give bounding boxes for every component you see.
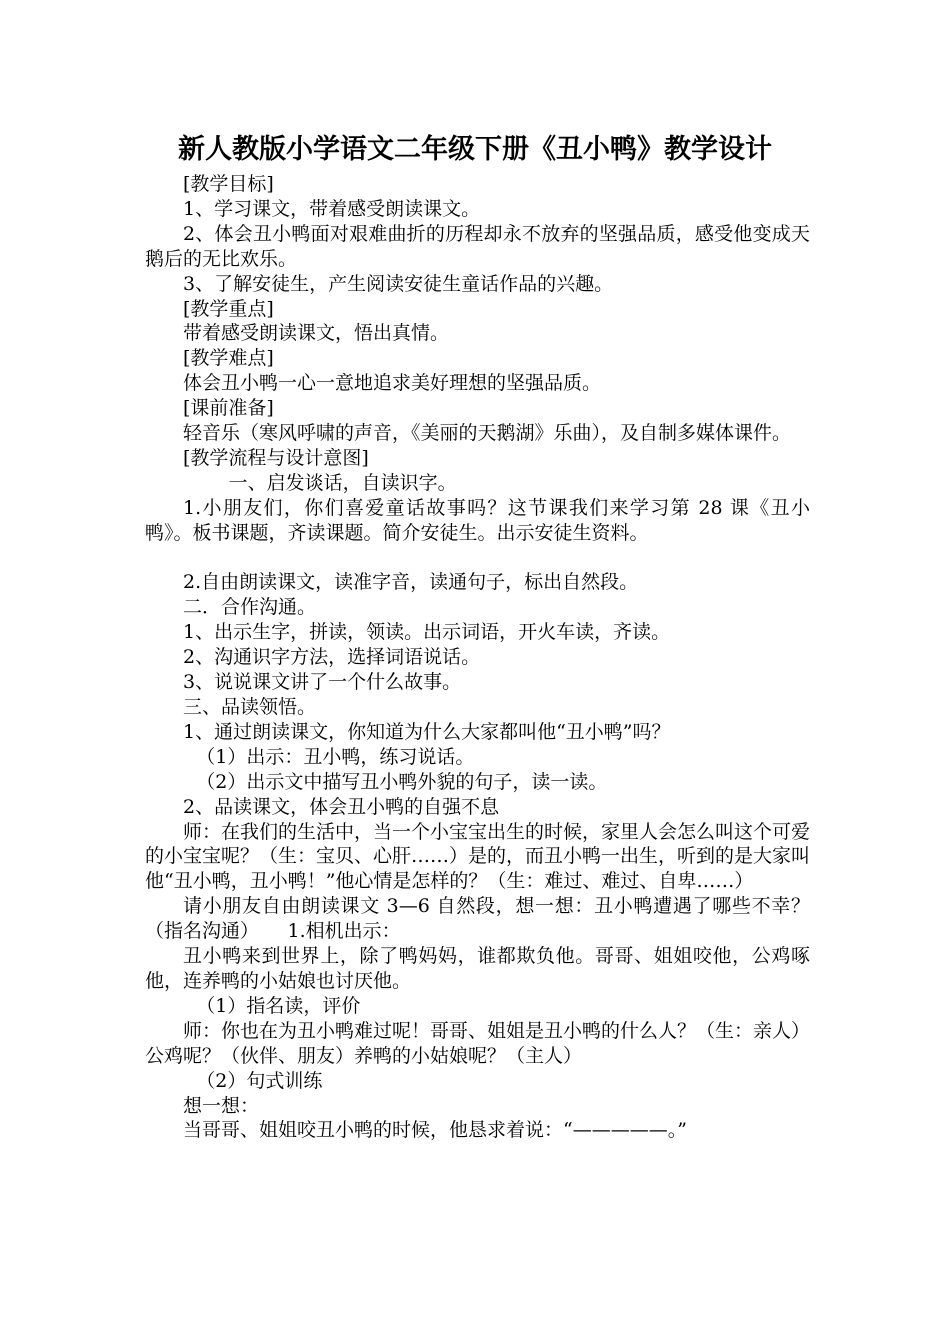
paragraph: 2、沟通识字方法，选择词语说话。 bbox=[183, 646, 481, 669]
paragraph: 想一想： bbox=[183, 1094, 260, 1117]
document-body bbox=[145, 172, 810, 1143]
paragraph: （1）指名读，评价 bbox=[196, 994, 361, 1017]
blank-line bbox=[145, 546, 810, 571]
paragraph: 3、说说课文讲了一个什么故事。 bbox=[183, 671, 462, 694]
paragraph: 师：你也在为丑小鸭难过呢！哥哥、姐姐是丑小鸭的什么人？（生：亲人）公鸡呢？（伙伴、朋友）养鸭的小姑娘呢？（主人） bbox=[145, 1019, 811, 1067]
paragraph: 1、出示生字，拼读，领读。出示词语，开火车读，齐读。 bbox=[183, 621, 671, 644]
paragraph: 1、通过朗读课文，你知道为什么大家都叫他“丑小鸭”吗？ bbox=[183, 720, 671, 743]
paragraph: 2、品读课文，体会丑小鸭的自强不息 bbox=[183, 795, 500, 818]
paragraph: 师：在我们的生活中，当一个小宝宝出生的时候，家里人会怎么叫这个可爱的小宝宝呢？（生：宝贝、心肝……）是的，而丑小鸭一出生，听到的是大家叫他“丑小鸭，丑小鸭！”他心情是怎样的？（生：难过、难过、自卑……） bbox=[145, 820, 811, 893]
document-title: 新人教版小学语文二年级下册《丑小鸭》教学设计 bbox=[178, 134, 772, 165]
paragraph: 2.自由朗读课文，读准字音，读通句子，标出自然段。 bbox=[183, 571, 639, 594]
section-heading: [教学流程与设计意图] bbox=[183, 446, 369, 469]
paragraph: 1.小朋友们，你们喜爱童话故事吗？这节课我们来学习第 28 课《丑小鸭》。板书课题，齐读课题。简介安徒生。出示安徒生资料。 bbox=[145, 496, 810, 544]
paragraph: （1）出示：丑小鸭，练习说话。 bbox=[196, 745, 475, 768]
quoted-passage: 丑小鸭来到世界上，除了鸭妈妈，谁都欺负他。哥哥、姐姐咬他，公鸡啄他，连养鸭的小姑娘也讨厌他。 bbox=[145, 945, 810, 992]
paragraph: 当哥哥、姐姐咬丑小鸭的时候，他恳求着说：“—————。” bbox=[183, 1119, 687, 1142]
paragraph: 请小朋友自由朗读课文 3—6 自然段，想一想：丑小鸭遭遇了哪些不幸？（指名沟通） 1.相机出示： bbox=[145, 895, 810, 943]
paragraph: （2）出示文中描写丑小鸭外貌的句子，读一读。 bbox=[196, 770, 608, 793]
section-heading: [教学难点] bbox=[183, 347, 274, 370]
paragraph: 带着感受朗读课文，悟出真情。 bbox=[183, 322, 450, 345]
section-heading: [课前准备] bbox=[183, 397, 274, 420]
paragraph: 轻音乐（寒风呼啸的声音，《美丽的天鹅湖》乐曲），及自制多媒体课件。 bbox=[183, 422, 792, 445]
paragraph: 1、学习课文，带着感受朗读课文。 bbox=[183, 197, 481, 220]
subsection-heading: 二．合作沟通。 bbox=[183, 596, 317, 619]
paragraph: 3、了解安徒生，产生阅读安徒生童话作品的兴趣。 bbox=[183, 272, 614, 295]
paragraph: 2、体会丑小鸭面对艰难曲折的历程却永不放弃的坚强品质，感受他变成天鹅后的无比欢乐。 bbox=[145, 222, 810, 270]
subsection-heading: 一、启发谈话，自读识字。 bbox=[228, 471, 457, 494]
subsection-heading: 三、品读领悟。 bbox=[183, 696, 317, 719]
paragraph: 体会丑小鸭一心一意地追求美好理想的坚强品质。 bbox=[183, 372, 602, 395]
paragraph: （2）句式训练 bbox=[196, 1069, 323, 1092]
section-heading: [教学重点] bbox=[183, 297, 274, 320]
section-heading: [教学目标] bbox=[183, 173, 274, 195]
